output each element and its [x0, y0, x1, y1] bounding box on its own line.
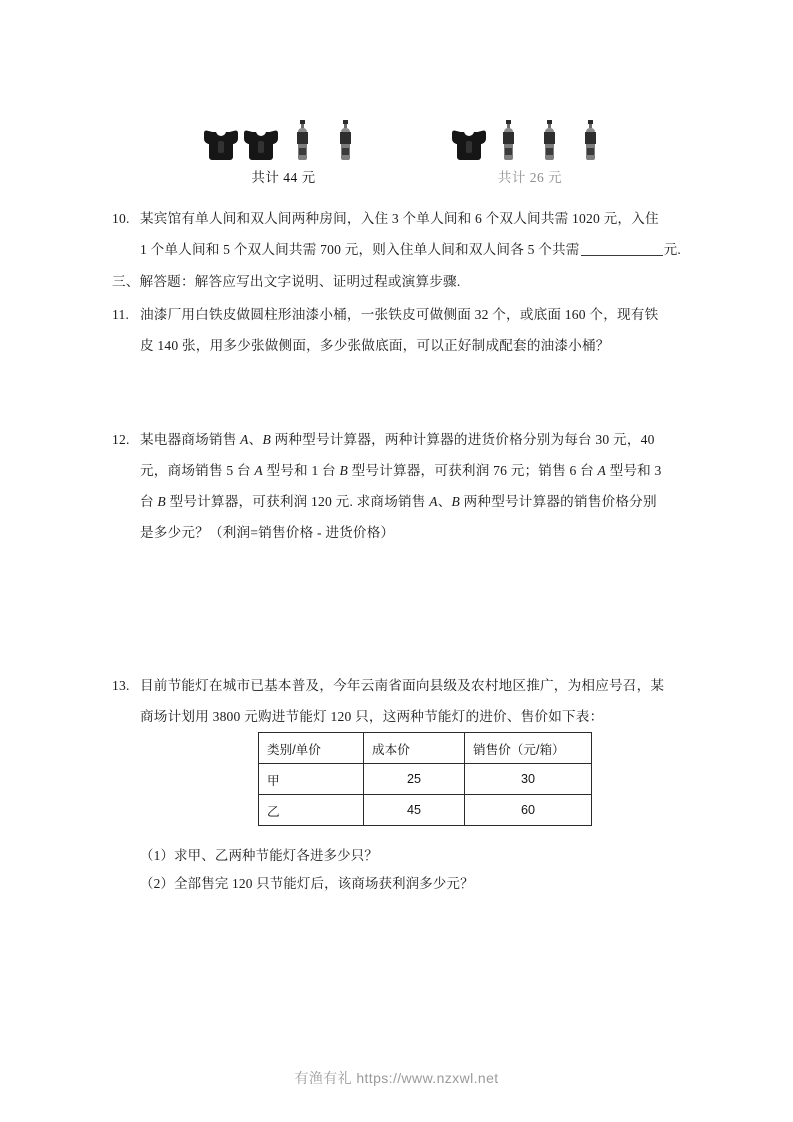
- table-row: [259, 764, 592, 795]
- q12-l2-c: 型号计算器，可获利润 76 元；销售 6 台: [347, 463, 598, 478]
- table-cell-cost: 25: [364, 764, 465, 795]
- question-12: [112, 424, 686, 548]
- bottle-icon: [543, 120, 556, 160]
- illustration-group-2: [440, 104, 620, 186]
- footer-watermark: 有渔有礼 https://www.nzxwl.net: [294, 1070, 499, 1086]
- q12-l1-a: 某电器商场销售: [140, 432, 241, 447]
- variable-b: B: [262, 432, 271, 447]
- table-cell-price: 30: [465, 764, 592, 795]
- variable-a: A: [429, 494, 438, 509]
- q12-l2-b: 型号和 1 台: [262, 463, 340, 478]
- table-header-cell: 类别/单价: [259, 733, 364, 764]
- question-10-line-1: 某宾馆有单人间和双人间两种房间，入住 3 个单人间和 6 个双人间共需 1020 元，入住: [140, 211, 659, 226]
- question-11-line-1: 油漆厂用白铁皮做圆柱形油漆小桶，一张铁皮可做侧面 32 个，或底面 160 个，现有铁: [140, 307, 659, 322]
- illustration-caption-2: 共计 26 元: [497, 170, 563, 185]
- question-12-line-4: 是多少元？（利润=销售价格 - 进货价格）: [140, 525, 395, 540]
- question-13-line-1: 目前节能灯在城市已基本普及，今年云南省面向县级及农村地区推广，为相应号召，某: [140, 678, 665, 693]
- bottle-icon: [339, 120, 352, 160]
- question-13-number: 13.: [112, 678, 130, 693]
- question-10-line-2-text-b: 元.: [663, 242, 682, 257]
- q12-l1-c: 两种型号计算器，两种计算器的进货价格分别为每台 30 元，40: [270, 432, 655, 447]
- table-row: [259, 795, 592, 826]
- q12-l1-b: 、: [248, 432, 263, 447]
- q12-l2-d: 型号和 3: [605, 463, 662, 478]
- fill-in-blank[interactable]: [581, 242, 663, 256]
- table-cell-category: 乙: [259, 795, 364, 826]
- question-12-number: 12.: [112, 432, 130, 447]
- price-table: [258, 732, 592, 826]
- illustration-caption-1: 共计 44 元: [251, 170, 316, 185]
- question-11-number: 11.: [112, 307, 130, 322]
- bottle-icon: [296, 120, 309, 160]
- tshirt-icon: [244, 128, 278, 160]
- tshirt-icon: [204, 128, 238, 160]
- bottle-icon: [502, 120, 515, 160]
- q12-l3-a: 台: [140, 494, 158, 509]
- q12-l3-c: 、: [437, 494, 452, 509]
- q12-l3-b: 型号计算器，可获利润 120 元. 求商场销售: [165, 494, 430, 509]
- tshirt-icon: [452, 128, 486, 160]
- table-header-cell: 销售价（元/箱）: [465, 733, 592, 764]
- question-13-sub-2: （2）全部售完 120 只节能灯后，该商场获利润多少元？: [140, 876, 474, 891]
- question-13-sub-1: （1）求甲、乙两种节能灯各进多少只？: [140, 848, 378, 863]
- table-cell-cost: 45: [364, 795, 465, 826]
- question-13: [112, 670, 686, 732]
- variable-b: B: [451, 494, 461, 509]
- variable-a: A: [240, 432, 249, 447]
- question-10-line-2: [140, 234, 686, 265]
- goods-row-1: [202, 104, 366, 160]
- section-3-heading: 三、解答题：解答应写出文字说明、证明过程或演算步骤.: [112, 274, 461, 289]
- table-header-row: [259, 733, 592, 764]
- question-10: [112, 203, 686, 265]
- question-10-line-2-text-a: 1 个单人间和 5 个双人间共需 700 元，则入住单人间和双人间各 5 个共需: [140, 242, 580, 257]
- question-12-line-1: [140, 424, 686, 455]
- bottle-icon: [584, 120, 597, 160]
- question-11: [112, 299, 686, 361]
- variable-b: B: [339, 463, 348, 478]
- question-11-line-2: 皮 140 张，用多少张做侧面，多少张做底面，可以正好制成配套的油漆小桶？: [140, 338, 610, 353]
- table-cell-price: 60: [465, 795, 592, 826]
- goods-row-2: [450, 104, 611, 160]
- table-header-cell: 成本价: [364, 733, 465, 764]
- table-cell-category: 甲: [259, 764, 364, 795]
- illustration-figure: [0, 104, 793, 192]
- q12-l3-d: 两种型号计算器的销售价格分别: [460, 494, 657, 509]
- question-13-line-2: 商场计划用 3800 元购进节能灯 120 只，这两种节能灯的进价、售价如下表：: [140, 709, 604, 724]
- variable-b: B: [157, 494, 166, 509]
- question-10-number: 10.: [112, 211, 130, 226]
- question-12-line-2: [140, 455, 686, 486]
- question-12-line-3: [140, 486, 686, 517]
- variable-a: A: [254, 463, 263, 478]
- illustration-group-1: [196, 104, 371, 186]
- variable-a: A: [597, 463, 606, 478]
- q12-l2-a: 元，商场销售 5 台: [140, 463, 255, 478]
